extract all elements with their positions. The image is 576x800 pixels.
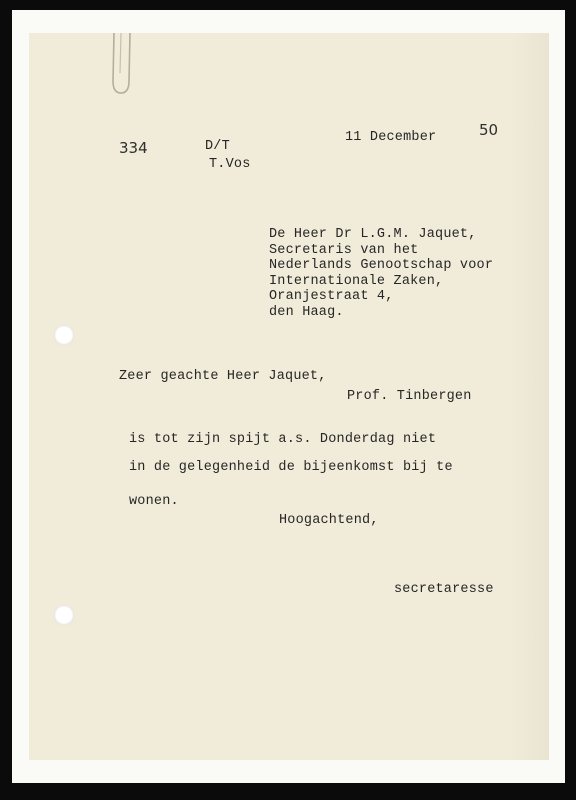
recipient-line: Oranjestraat 4, bbox=[269, 289, 394, 304]
recipient-line: De Heer Dr L.G.M. Jaquet, bbox=[269, 227, 477, 242]
punch-hole-lower bbox=[54, 605, 74, 625]
recipient-line: Secretaris van het bbox=[269, 243, 419, 258]
recipient-line: Nederlands Genootschap voor bbox=[269, 258, 494, 273]
punch-hole-upper bbox=[54, 325, 74, 345]
recipient-line: Internationale Zaken, bbox=[269, 274, 444, 289]
paperclip-mark bbox=[100, 33, 140, 103]
letter-date: 11 December bbox=[345, 130, 437, 145]
signature-title: secretaresse bbox=[394, 582, 494, 597]
body-line: in de gelegenheid de bijeenkomst bij te bbox=[129, 460, 453, 475]
reference-number: 334 bbox=[119, 139, 148, 157]
body-line: wonen. bbox=[129, 494, 179, 509]
letter-page bbox=[29, 33, 549, 760]
closing: Hoogachtend, bbox=[279, 513, 379, 528]
reference-code: D/T bbox=[205, 139, 230, 154]
body-line: is tot zijn spijt a.s. Donderdag niet bbox=[129, 432, 437, 447]
letter-year: 50 bbox=[479, 121, 499, 139]
reference-initials: T.Vos bbox=[209, 157, 251, 172]
recipient-line: den Haag. bbox=[269, 305, 344, 320]
salutation: Zeer geachte Heer Jaquet, bbox=[119, 369, 327, 384]
body-intro: Prof. Tinbergen bbox=[347, 389, 472, 404]
